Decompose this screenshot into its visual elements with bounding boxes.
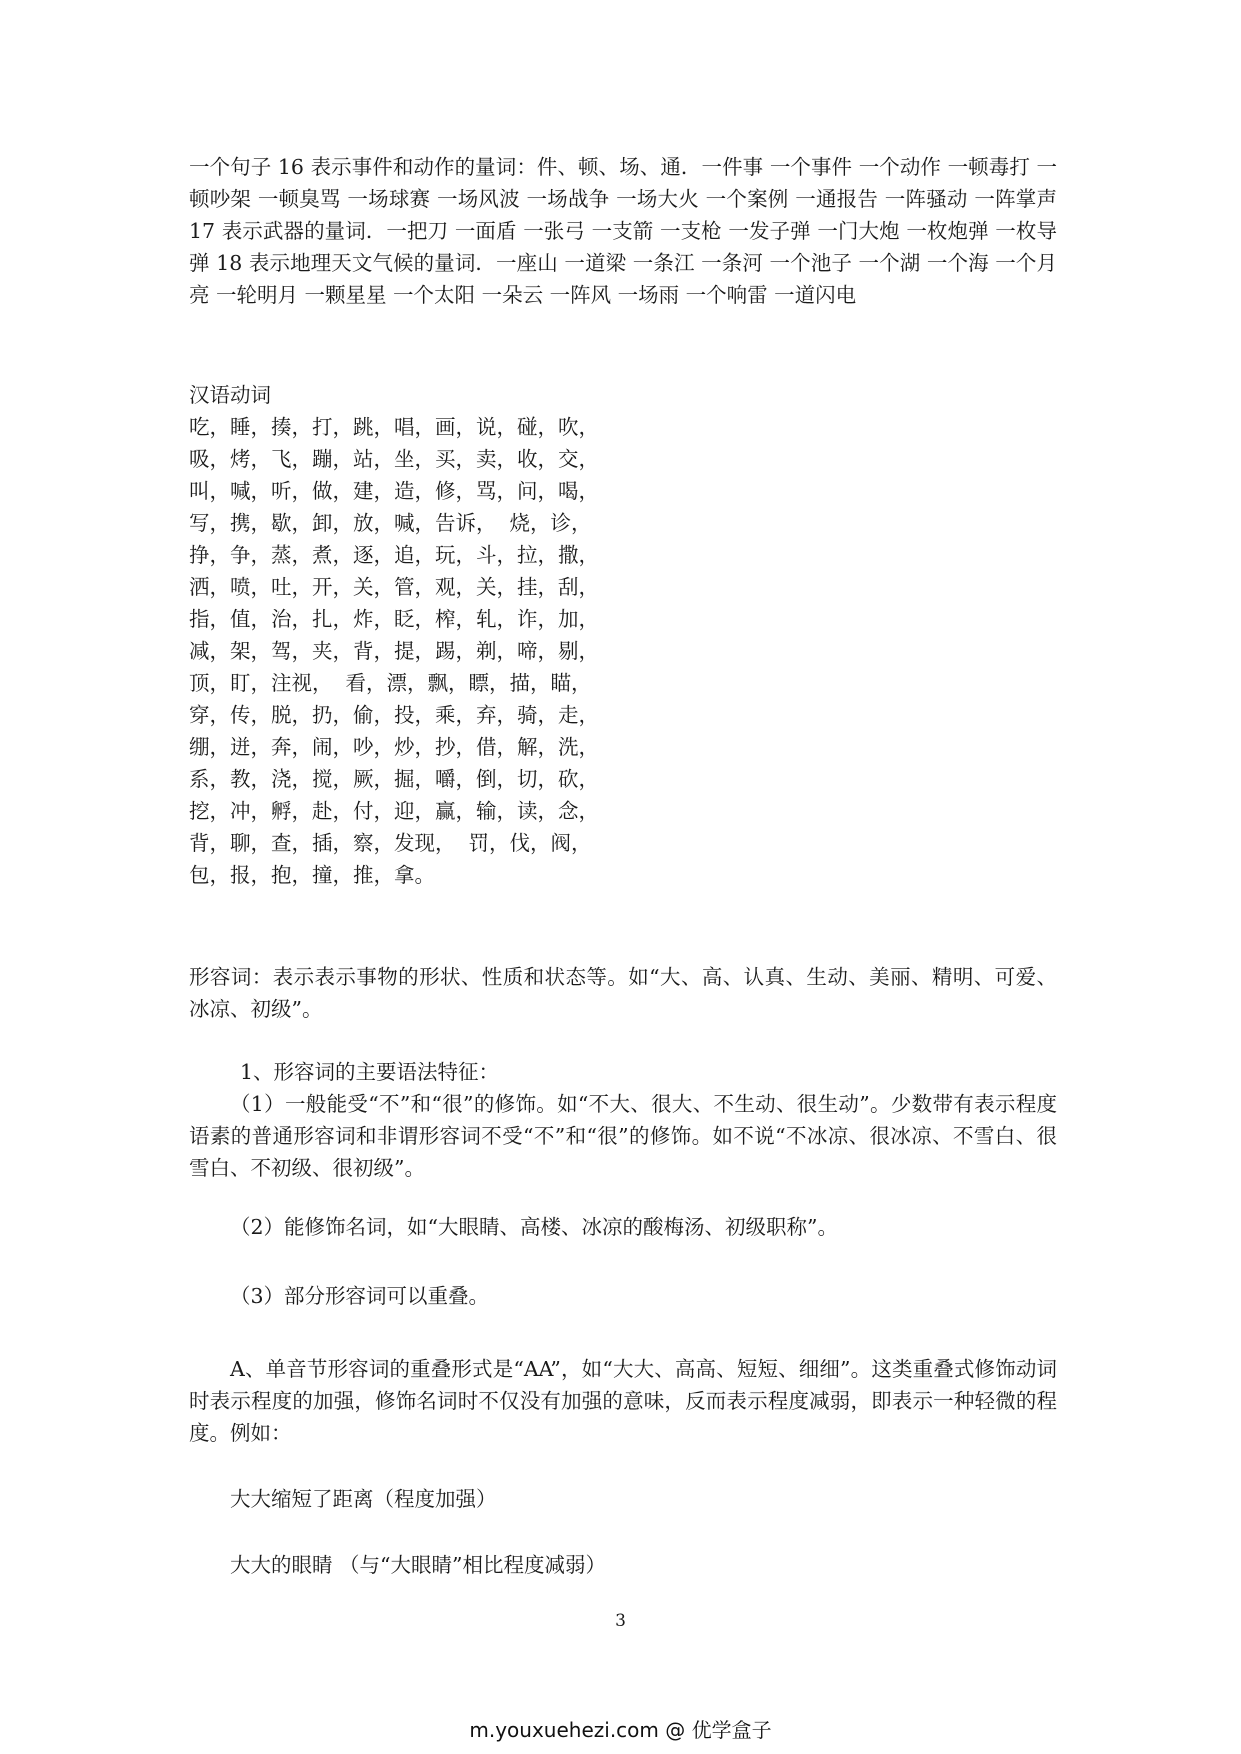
page-number: 3: [615, 1611, 626, 1631]
verb-row: 挖，冲，孵，赴，付，迎，赢，输，读，念，: [189, 799, 599, 823]
verb-row: 挣，争，蒸，煮，逐，追，玩，斗，拉，撒，: [189, 543, 599, 567]
verb-row: 吸，烤，飞，蹦，站，坐，买，卖，收，交，: [189, 447, 599, 471]
verb-row: 写，携，歇，卸，放，喊，告诉， 烧，诊，: [189, 511, 592, 535]
verb-row: 包，报，抱，撞，推，拿。: [189, 863, 435, 887]
measure-words-paragraph: 一个句子 16 表示事件和动作的量词：件、顿、场、通．一件事 一个事件 一个动作 一顿毒打 一顿吵架 一顿臭骂 一场球赛 一场风波 一场战争 一场大火 一个案例 一通报告 一阵骚动 一阵掌声 17 表示武器的量词．一把刀 一面盾 一张弓 一支箭 一支枪 一发子弹 一门大炮 一枚炮弹 一枚导弹 18 表示地理天文气候的量词．一座山 一道梁 一条江 一条河 一个池子 一个湖 一个海 一个月亮 一轮明月 一颗星星 一个太阳 一朵云 一阵风 一场雨 一个响雷 一道闪电: [189, 155, 1057, 307]
verb-row: 绷，迸，奔，闹，吵，炒，抄，借，解，洗，: [189, 735, 599, 759]
verb-row: 顶，盯，注视， 看，漂，飘，瞟，描，瞄，: [189, 671, 592, 695]
verb-row: 吃，睡，揍，打，跳，唱，画，说，碰，吹，: [189, 415, 599, 439]
grammar-features-heading: 1、形容词的主要语法特征：: [240, 1060, 500, 1084]
verbs-heading: 汉语动词: [189, 383, 271, 407]
verb-row: 背，聊，查，插，察，发现， 罚，伐，阀，: [189, 831, 592, 855]
watermark: m.youxuehezi.com @ 优学盒子: [469, 1718, 772, 1742]
feature-3-paragraph: （3）部分形容词可以重叠。: [230, 1284, 490, 1308]
verb-row: 指，值，治，扎，炸，眨，榨，轧，诈，加，: [189, 607, 599, 631]
verb-row: 洒，喷，吐，开，关，管，观，关，挂，刮，: [189, 575, 599, 599]
example-2: 大大的眼睛 （与“大眼睛”相比程度减弱）: [230, 1553, 606, 1577]
feature-1-paragraph: （1）一般能受“不”和“很”的修饰。如“不大、很大、不生动、很生动”。少数带有表示程度语素的普通形容词和非谓形容词不受“不”和“很”的修饰。如不说“不冰凉、很冰凉、不雪白、很雪白、不初级、很初级”。: [189, 1092, 1057, 1180]
verb-row: 系，教，浇，搅，厥，掘，嚼，倒，切，砍，: [189, 767, 599, 791]
reduplication-a-paragraph: A、单音节形容词的重叠形式是“AA”，如“大大、高高、短短、细细”。这类重叠式修饰动词时表示程度的加强，修饰名词时不仅没有加强的意味，反而表示程度减弱，即表示一种轻微的程度。例如：: [189, 1357, 1057, 1445]
adjective-definition: 形容词：表示表示事物的形状、性质和状态等。如“大、高、认真、生动、美丽、精明、可爱、冰凉、初级”。: [189, 965, 1057, 1021]
example-1: 大大缩短了距离（程度加强）: [230, 1487, 497, 1511]
verb-row: 穿，传，脱，扔，偷，投，乘，弃，骑，走，: [189, 703, 599, 727]
verb-row: 叫，喊，听，做，建，造，修，骂，问，喝，: [189, 479, 599, 503]
verb-row: 减，架，驾，夹，背，提，踢，剃，啼，剔，: [189, 639, 599, 663]
feature-2-paragraph: （2）能修饰名词，如“大眼睛、高楼、冰凉的酸梅汤、初级职称”。: [230, 1215, 839, 1239]
verb-list: [189, 411, 599, 891]
